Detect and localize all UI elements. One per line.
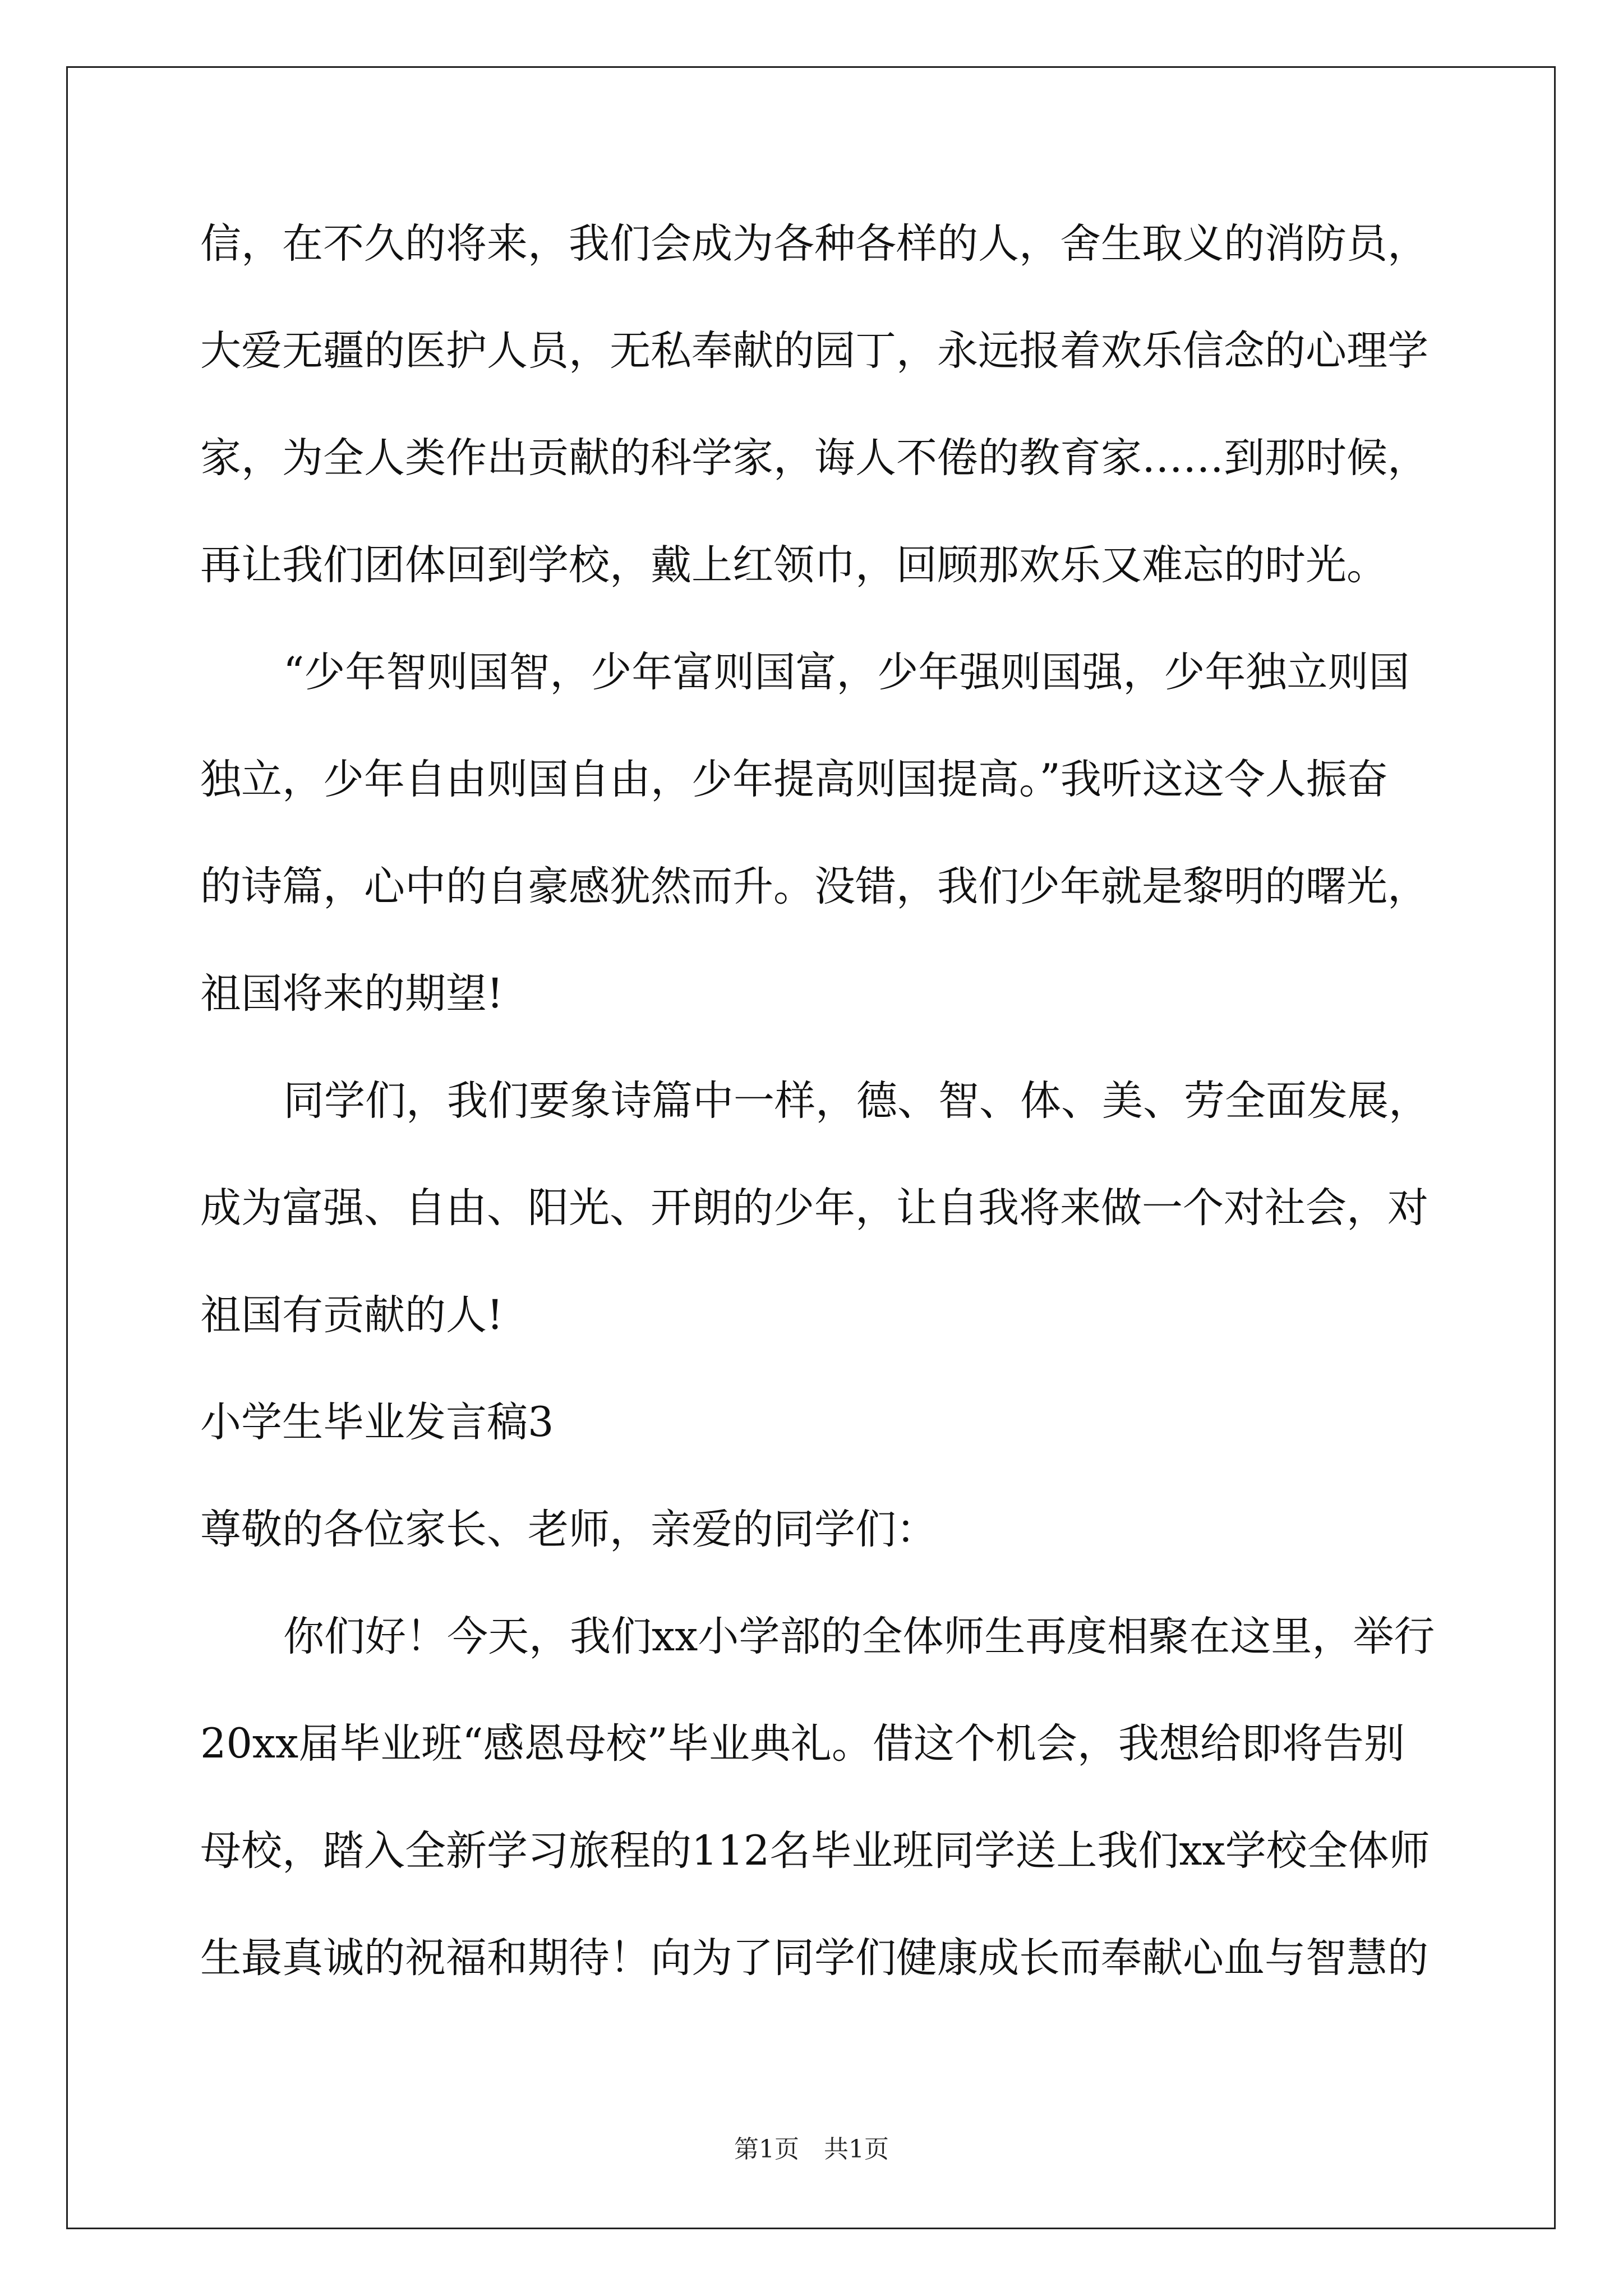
text-line: 独立，少年自由则国自由，少年提高则国提高。”我听这这令人振奋 — [200, 756, 1388, 803]
salutation: 尊敬的各位家长、老师，亲爱的同学们： — [200, 1506, 937, 1553]
text-line: 家，为全人类作出贡献的科学家，诲人不倦的教育家……到那时候， — [200, 434, 1428, 482]
page-footer: 第1页 共1页 — [734, 2135, 889, 2164]
text-line: 祖国有贡献的人! — [200, 1291, 504, 1339]
text-line: 大爱无疆的医护人员，无私奉献的园丁，永远报着欢乐信念的心理学 — [200, 327, 1428, 375]
text-line: 的诗篇，心中的自豪感犹然而升。没错，我们少年就是黎明的曙光， — [200, 863, 1428, 910]
text-line: 成为富强、自由、阳光、开朗的少年，让自我将来做一个对社会，对 — [200, 1184, 1428, 1232]
section-title: 小学生毕业发言稿3 — [200, 1398, 554, 1446]
text-line: 生最真诚的祝福和期待！向为了同学们健康成长而奉献心血与智慧的 — [200, 1934, 1428, 1982]
document-body — [200, 213, 1435, 2035]
text-line: 再让我们团体回到学校，戴上红领巾，回顾那欢乐又难忘的时光。 — [200, 541, 1387, 589]
text-line: 母校，踏入全新学习旅程的112名毕业班同学送上我们xx学校全体师 — [200, 1827, 1430, 1875]
paragraph-first-line: “少年智则国智，少年富则国富，少年强则国强，少年独立则国 — [283, 648, 1410, 696]
text-line: 信，在不久的将来，我们会成为各种各样的人，舍生取义的消防员， — [200, 220, 1428, 268]
text-line: 20xx届毕业班“感恩母校”毕业典礼。借这个机会，我想给即将告别 — [200, 1720, 1405, 1768]
paragraph-first-line: 同学们，我们要象诗篇中一样，德、智、体、美、劳全面发展， — [283, 1077, 1430, 1125]
paragraph-first-line: 你们好！今天，我们xx小学部的全体师生再度相聚在这里，举行 — [283, 1613, 1435, 1660]
text-line: 祖国将来的期望! — [200, 970, 504, 1018]
